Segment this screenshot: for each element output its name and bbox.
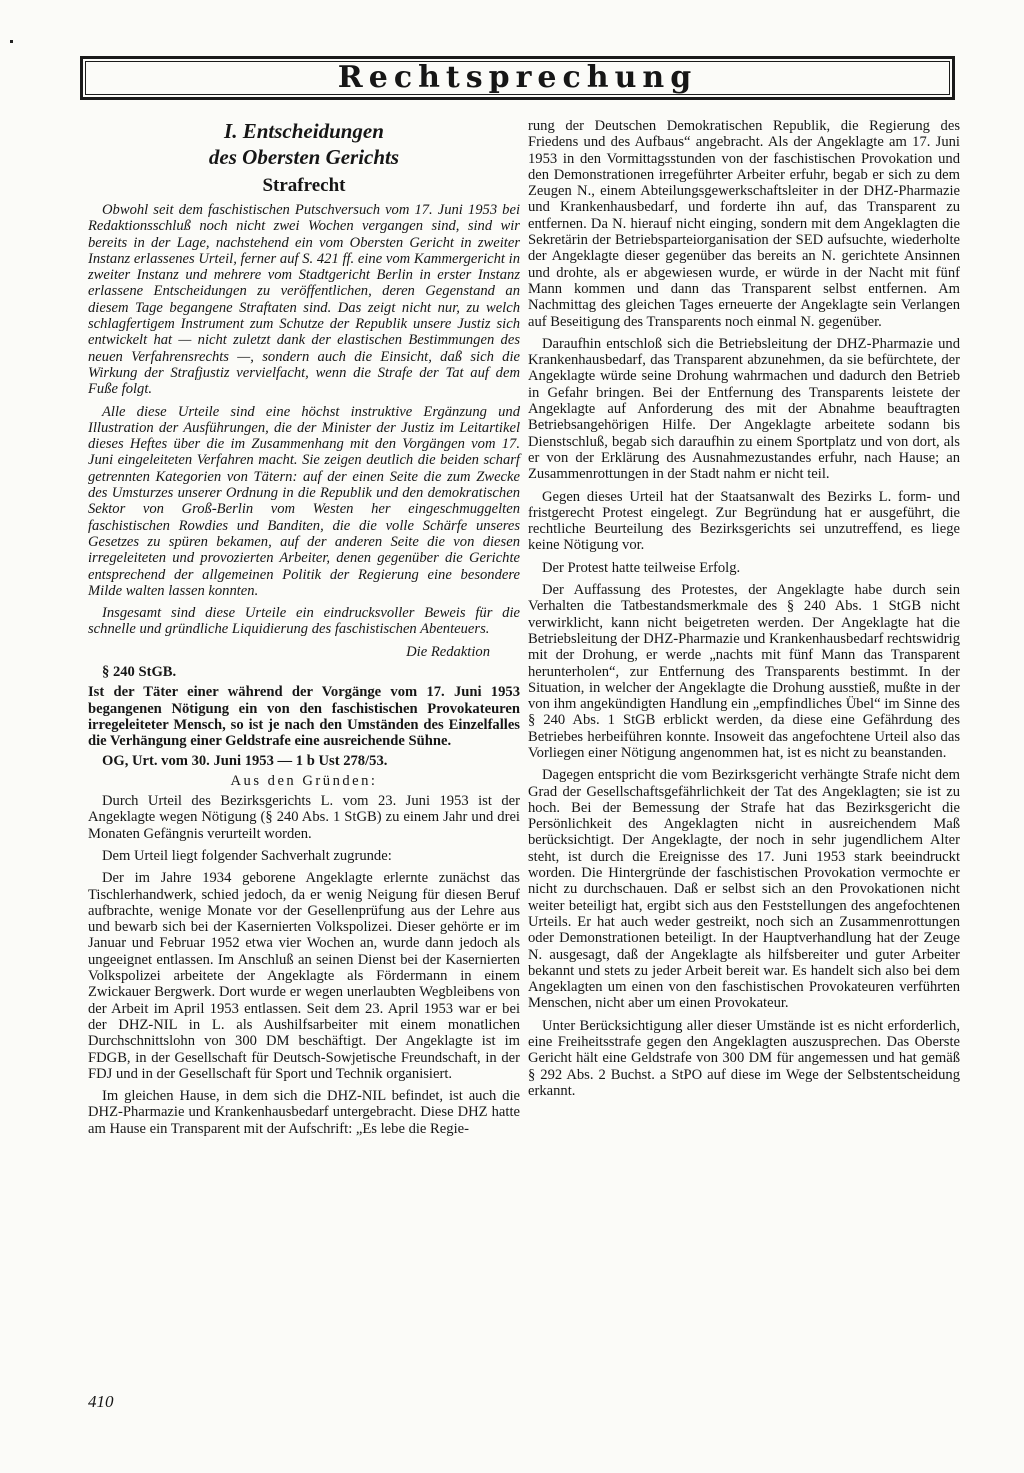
subsection-title: Strafrecht — [262, 175, 346, 196]
editorial-signature: Die Redaktion — [406, 643, 490, 660]
intro-paragraph: Obwohl seit dem faschistischen Putschversuch vom 17. Juni 1953 bei Redaktionsschluß noch nicht zwei Wochen vergangen sind, sind wir bereits in der Lage, nachstehend ein vom Obersten Gericht in zweiter Instanz erlassenes Urteil, ferner auf S. 421 ff. eine vom Kammergericht in zweiter Instanz und mehrere vom Stadtgericht Berlin in erster Instanz erlassene Entscheidungen zu veröffentlichen, deren Gegenstand an diesem Tage begangene Straftaten sind. Das zeigt nicht nur, zu welch schlagfertigem Instrument zum Schutze der Republik unsere Justiz sich entwickelt hat — nicht zuletzt dank der elastischen Bestimmungen des neuen Verfahrensrechts —, sondern auch die Einsicht, daß sich die Wirkung der Strafjustiz vervielfacht, wenn die Strafe der Tat auf dem Fuße folgt. — [88, 202, 520, 398]
intro-paragraph: Insgesamt sind diese Urteile ein eindrucksvoller Beweis für die schnelle und gründliche Liquidierung des faschistischen Abenteuers. — [88, 605, 520, 638]
body-paragraph: Unter Berücksichtigung aller dieser Umstände ist es nicht erforderlich, eine Freiheitsstrafe gegen den Angeklagten auszusprechen. Das Oberste Gericht hält eine Geldstrafe von 300 DM für angemessen und hat gemäß § 292 Abs. 2 Buchst. a StPO auf diese im Wege der Selbstentscheidung erkannt. — [528, 1017, 960, 1099]
body-paragraph: Der Protest hatte teilweise Erfolg. — [542, 559, 741, 576]
section-header-title: Rechtsprechung — [337, 60, 698, 95]
body-paragraph: Im gleichen Hause, in dem sich die DHZ-NIL befindet, ist auch die DHZ-Pharmazie und Krankenhausbedarf untergebracht. Diese DHZ hatte am Hause ein Transparent mit der Aufschrift: „Es lebe die Regie- — [88, 1088, 520, 1137]
reasons-heading: Aus den Gründen: — [230, 772, 378, 789]
scan-mark — [10, 40, 13, 43]
left-column — [88, 118, 520, 1143]
editorial-intro — [88, 202, 520, 638]
body-paragraph: rung der Deutschen Demokratischen Republik, die Regierung des Friedens und des Aufbaus“ angebracht. Als der Angeklagte am 17. Juni 1953 in den Vormittagsstunden von der faschistischen Provokation und den Demonstrationen irregeführter Arbeiter erfuhr, begab er sich zu dem Zeugen N., einem Abteilungsgewerkschaftsleiter in der DHZ-Pharmazie und Krankenhausbedarf, und forderte ihn auf, das Transparent zu entfernen. Da N. hierauf nicht einging, sondern mit dem Angeklagten die Sekretärin der Betriebsparteiorganisation der SED aufsuchte, wiederholte der Angeklagte dieser gegenüber das bereits an N. gerichtete Ansinnen und drohte, als er abgewiesen wurde, er würde in der Nacht mit fünf Mann kommen und dann das Transparent selbst entfernen. Am Nachmittag des gleichen Tages erneuerte der Angeklagte sein Verlangen auf Beseitigung des Transparents noch einmal N. gegenüber. — [528, 118, 960, 330]
body-paragraph: Der Auffassung des Protestes, der Angeklagte habe durch sein Verhalten die Tatbestandsmerkmale des § 240 Abs. 1 StGB nicht verwirklicht, kann nicht beigetreten werden. Der Angeklagte hat die Betriebsleitung der DHZ-Pharmazie und Krankenhausbedarf rechtswidrig mit der Drohung, er werde „nachts mit fünf Mann das Transparent herunterholen“, zur Entfernung des Transparents bestimmt. In der Situation, in welcher der Angeklagte die Drohung ausstieß, mußte in der von ihm angekündigten Handlung ein „empfindliches Übel“ im Sinne des § 240 Abs. 1 StGB erblickt werden, da diese eine Gefährdung des Betriebes herbeiführen konnte. Insoweit das angefochtene Urteil also das Vorliegen einer Nötigung angenommen hat, ist es nicht zu beanstanden. — [528, 582, 960, 761]
citation: OG, Urt. vom 30. Juni 1953 — 1 b Ust 278/53. — [102, 752, 388, 769]
body-paragraph: Gegen dieses Urteil hat der Staatsanwalt des Bezirks L. form- und fristgerecht Protest eingelegt. Zur Begründung hat er ausgeführt, die rechtliche Beurteilung des Bezirksgerichts sei unzutreffend, es liege keine Nötigung vor. — [528, 488, 960, 554]
section-title-line1: I. Entscheidungen — [224, 119, 384, 143]
paragraph-reference: § 240 StGB. — [102, 664, 177, 681]
headnote — [88, 684, 520, 768]
body-paragraph: Dagegen entspricht die vom Bezirksgericht verhängte Strafe nicht dem Grad der Gesellschaftsgefährlichkeit der Tat des Angeklagten; sie ist zu hoch. Bei der Bemessung der Strafe hat das Bezirksgericht die Persönlichkeit des Angeklagten nicht in ausreichendem Maß berücksichtigt. Der Angeklagte, der noch in sehr jugendlichem Alter steht, ist durch die Ereignisse des 17. Juni 1953 stark beeindruckt worden. Die Hintergründe der faschistischen Provokation vermochte er nicht zu durchschauen. Daß er selbst sich an den Provokationen nicht weiter beteiligt hat, ergibt sich aus den Feststellungen des angefochtenen Urteils. Er hat auch weder gestreikt, noch sich an Zusammenrottungen oder Demonstrationen beteiligt. In der Hauptverhandlung hat der Zeuge N. ausgesagt, daß der Angeklagte als hilfsbereiter und guter Arbeiter bekannt und stets zu jeder Arbeit bereit war. Es handelt sich also bei dem Angeklagten um einen von den faschistischen Provokateuren verführten Menschen, nicht aber um einen Provokateur. — [528, 767, 960, 1012]
section-header-box — [80, 56, 955, 100]
section-title-line2: des Obersten Gerichts — [208, 145, 400, 169]
body-paragraph: Der im Jahre 1934 geborene Angeklagte erlernte zunächst das Tischlerhandwerk, schied jedoch, da er wenig Neigung für diesen Beruf aufbrachte, wenige Monate vor der Gesellenprüfung aus der Lehre aus und bewarb sich bei der Kasernierten Volkspolizei. Dieser gehörte er im Januar und Februar 1952 etwa vier Wochen an, wurde dann jedoch als ungeeignet entlassen. Im Anschluß an seinen Dienst bei der Kasernierten Volkspolizei arbeitete der Angeklagte als Fördermann in einem Zwickauer Bergwerk. Dort wurde er wegen unerlaubten Wegbleibens von der Arbeit im April 1953 entlassen. Seit dem 23. April 1953 war er bei der DHZ-NIL in L. als Aushilfsarbeiter mit einem monatlichen Durchschnittslohn von 300 DM beschäftigt. Der Angeklagte ist im FDGB, in der Gesellschaft für Deutsch-Sowjetische Freundschaft, in der FDJ und in der Gesellschaft für Sport und Technik organisiert. — [88, 870, 520, 1082]
intro-paragraph: Alle diese Urteile sind eine höchst instruktive Ergänzung und Illustration der Ausführungen, die der Minister der Justiz im Leitartikel dieses Heftes über die im Zusammenhang mit den Vorgängen vom 17. Juni eingeleiteten Verfahren macht. Sie zeigen deutlich die beiden scharf getrennten Kategorien von Tätern: auf der einen Seite die zum Zwecke des Umsturzes unserer Ordnung in die Republik und den demokratischen Sektor von Groß-Berlin vom Westen her eingeschmuggelten faschistischen Rowdies und Banditen, die die volle Schärfe unseres Gesetzes zu spüren bekamen, auf der anderen Seite die von diesen irregeleiteten und provozierten Arbeiter, denen gegenüber die Gerichte entsprechend der allgemeinen Politik der Regierung eine besondere Milde walten lassen konnten. — [88, 403, 520, 599]
body-paragraph: Durch Urteil des Bezirksgerichts L. vom 23. Juni 1953 ist der Angeklagte wegen Nötigung (§ 240 Abs. 1 StGB) zu einem Jahr und drei Monaten Gefängnis verurteilt worden. — [88, 793, 520, 842]
body-paragraph: Daraufhin entschloß sich die Betriebsleitung der DHZ-Pharmazie und Krankenhausbedarf, das Transparent abzunehmen, da sie befürchtete, der Angeklagte würde seine Drohung wahrmachen und dadurch den Betrieb in Gefahr bringen. Bei der Entfernung des Transparents leistete der Angeklagte auf Anforderung des mit der Abnahme beauftragten Betriebsangehörigen Hilfe. Der Angeklagte arbeitete sodann bis Dienstschluß, begab sich daraufhin zu einem Sportplatz und von dort, als er von der Erklärung des Ausnahmezustandes erfuhr, nach Hause; an Zusammenrottungen in der Stadt nahm er nicht teil. — [528, 335, 960, 483]
body-paragraph: Dem Urteil liegt folgender Sachverhalt zugrunde: — [102, 847, 392, 864]
page-number: 410 — [88, 1392, 114, 1411]
right-column — [528, 118, 960, 1105]
headnote-text: Ist der Täter einer während der Vorgänge vom 17. Juni 1953 begangenen Nötigung ein von den faschistischen Provokateuren irregeleiteter Mensch, so ist je nach den Umständen des Einzelfalles die Verhängung einer Geldstrafe eine ausreichende Sühne. — [88, 684, 520, 750]
